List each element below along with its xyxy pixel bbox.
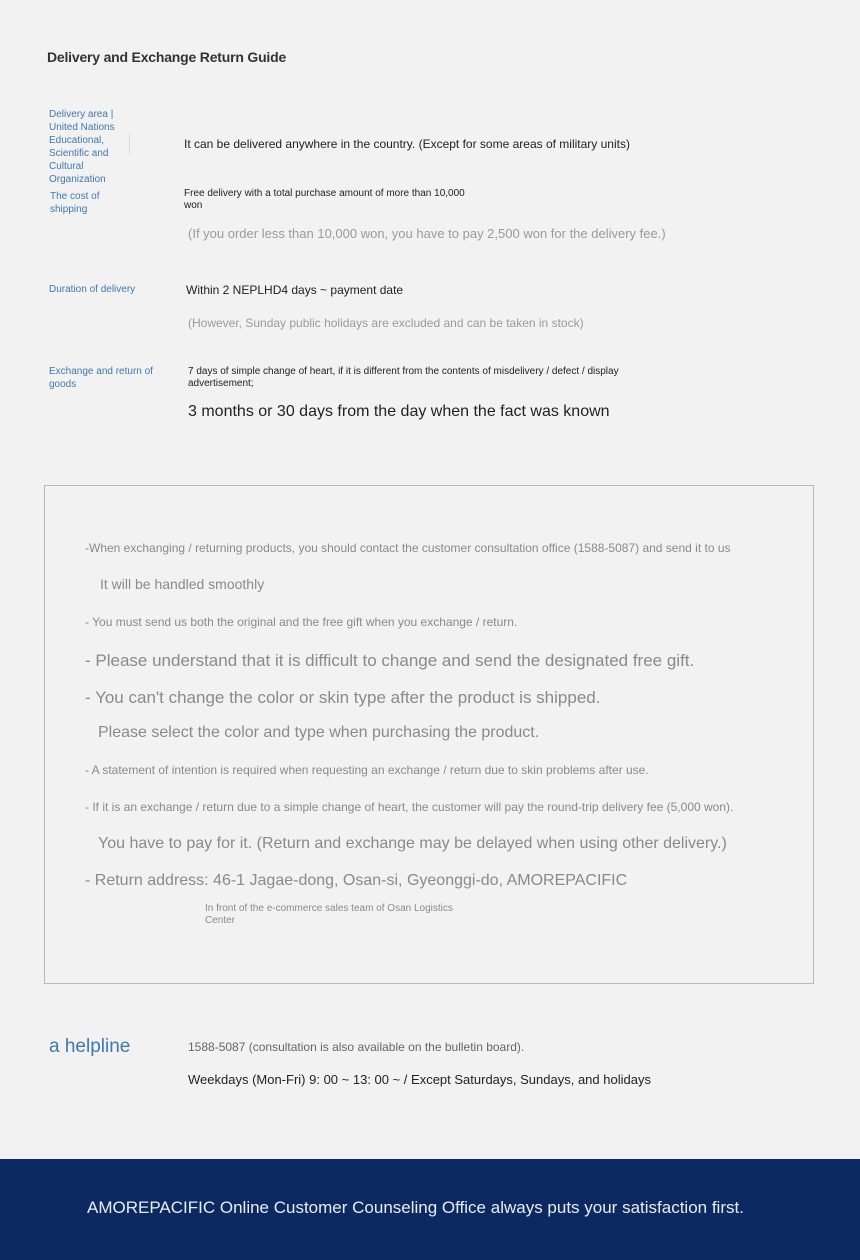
notice-line: - A statement of intention is required when requesting an exchange / return due to skin problems after use. [85, 763, 649, 777]
return-address: - Return address: 46-1 Jagae-dong, Osan-si, Gyeonggi-do, AMOREPACIFIC [85, 872, 628, 889]
delivery-duration-value: Within 2 NEPLHD4 days ~ payment date [186, 283, 404, 297]
page-title: Delivery and Exchange Return Guide [47, 49, 287, 65]
notice-line: - You can't change the color or skin type after the product is shipped. [85, 688, 601, 707]
exchange-return-period: 3 months or 30 days from the day when the fact was known [188, 403, 610, 420]
notice-line: You have to pay for it. (Return and exchange may be delayed when using other delivery.) [98, 835, 727, 852]
exchange-return-label: Exchange and return of goods [49, 366, 153, 390]
return-address-detail: In front of the e-commerce sales team of Osan Logistics Center [205, 903, 453, 926]
delivery-area-label: Delivery area | United Nations Educational, Scientific and Cultural Organization [49, 109, 115, 185]
shipping-cost-value: Free delivery with a total purchase amount of more than 10,000 won [184, 188, 465, 211]
helpline-phone: 1588-5087 (consultation is also available on the bulletin board). [188, 1040, 525, 1054]
notice-line: It will be handled smoothly [100, 576, 265, 592]
footer-text: AMOREPACIFIC Online Customer Counseling Office always puts your satisfaction first. [87, 1198, 744, 1217]
shipping-cost-label: The cost of shipping [50, 191, 100, 215]
shipping-cost-note: (If you order less than 10,000 won, you have to pay 2,500 won for the delivery fee.) [188, 226, 666, 241]
notice-line: -When exchanging / returning products, you should contact the customer consultation office (1588-5087) and send it to us [85, 541, 731, 555]
notice-line: - Please understand that it is difficult to change and send the designated free gift. [85, 651, 695, 670]
helpline-label: a helpline [49, 1036, 131, 1057]
notice-line: Please select the color and type when purchasing the product. [98, 724, 540, 741]
helpline-hours: Weekdays (Mon-Fri) 9: 00 ~ 13: 00 ~ / Except Saturdays, Sundays, and holidays [188, 1072, 651, 1087]
notice-line: - You must send us both the original and the free gift when you exchange / return. [85, 615, 518, 629]
delivery-duration-note: (However, Sunday public holidays are excluded and can be taken in stock) [188, 316, 584, 330]
delivery-duration-label: Duration of delivery [49, 284, 136, 295]
notice-line: - If it is an exchange / return due to a simple change of heart, the customer will pay the round-trip delivery fee (5,000 won). [85, 800, 734, 814]
label-divider [129, 134, 130, 154]
delivery-area-value: It can be delivered anywhere in the country. (Except for some areas of military units) [184, 137, 630, 151]
exchange-return-value: 7 days of simple change of heart, if it is different from the contents of misdelivery / defect / display advertisement; [188, 366, 619, 389]
